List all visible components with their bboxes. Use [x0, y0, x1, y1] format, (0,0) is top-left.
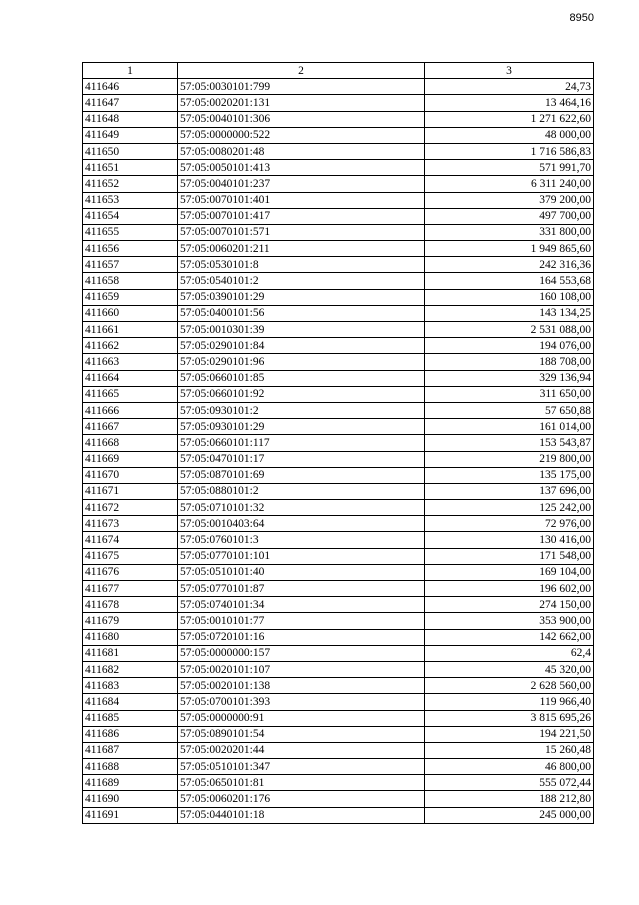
table-row [83, 273, 594, 289]
record-number-cell: 411687 [83, 742, 178, 758]
table-row [83, 160, 594, 176]
record-number-cell: 411652 [83, 176, 178, 192]
table-row [83, 516, 594, 532]
cadastral-number-cell: 57:05:0540101:2 [178, 273, 425, 289]
record-number-cell: 411672 [83, 500, 178, 516]
cadastral-number-cell: 57:05:0060201:211 [178, 241, 425, 257]
value-cell: 331 800,00 [425, 224, 594, 240]
value-cell: 555 072,44 [425, 775, 594, 791]
cadastral-number-cell: 57:05:0510101:347 [178, 759, 425, 775]
value-cell: 219 800,00 [425, 451, 594, 467]
table-row [83, 564, 594, 580]
page-number: 8950 [569, 12, 594, 24]
cadastral-number-cell: 57:05:0000000:522 [178, 127, 425, 143]
value-cell: 48 000,00 [425, 127, 594, 143]
table-row [83, 257, 594, 273]
table-row [83, 208, 594, 224]
record-number-cell: 411647 [83, 95, 178, 111]
value-cell: 160 108,00 [425, 289, 594, 305]
cadastral-number-cell: 57:05:0710101:32 [178, 500, 425, 516]
cadastral-number-cell: 57:05:0880101:2 [178, 483, 425, 499]
value-cell: 119 966,40 [425, 694, 594, 710]
table-row [83, 143, 594, 159]
cadastral-number-cell: 57:05:0660101:92 [178, 386, 425, 402]
cadastral-number-cell: 57:05:0930101:29 [178, 419, 425, 435]
record-number-cell: 411671 [83, 483, 178, 499]
record-number-cell: 411658 [83, 273, 178, 289]
value-cell: 62,4 [425, 645, 594, 661]
cadastral-number-cell: 57:05:0740101:34 [178, 597, 425, 613]
record-number-cell: 411664 [83, 370, 178, 386]
record-number-cell: 411678 [83, 597, 178, 613]
cadastral-number-cell: 57:05:0760101:3 [178, 532, 425, 548]
table-row [83, 613, 594, 629]
value-cell: 57 650,88 [425, 402, 594, 418]
value-cell: 1 271 622,60 [425, 111, 594, 127]
value-cell: 194 076,00 [425, 338, 594, 354]
cadastral-number-cell: 57:05:0000000:157 [178, 645, 425, 661]
value-cell: 196 602,00 [425, 581, 594, 597]
value-cell: 24,73 [425, 79, 594, 95]
record-number-cell: 411668 [83, 435, 178, 451]
table-row [83, 370, 594, 386]
table-row [83, 694, 594, 710]
value-cell: 497 700,00 [425, 208, 594, 224]
table-row [83, 775, 594, 791]
column-header-3: 3 [425, 63, 594, 79]
value-cell: 274 150,00 [425, 597, 594, 613]
record-number-cell: 411663 [83, 354, 178, 370]
cadastral-number-cell: 57:05:0660101:85 [178, 370, 425, 386]
table-body [83, 79, 594, 824]
record-number-cell: 411665 [83, 386, 178, 402]
cadastral-number-cell: 57:05:0020201:131 [178, 95, 425, 111]
value-cell: 45 320,00 [425, 661, 594, 677]
table-row [83, 354, 594, 370]
record-number-cell: 411651 [83, 160, 178, 176]
table-row [83, 791, 594, 807]
value-cell: 13 464,16 [425, 95, 594, 111]
table-row [83, 710, 594, 726]
table-row [83, 386, 594, 402]
cadastral-number-cell: 57:05:0010301:39 [178, 322, 425, 338]
value-cell: 242 316,36 [425, 257, 594, 273]
cadastral-number-cell: 57:05:0870101:69 [178, 467, 425, 483]
cadastral-number-cell: 57:05:0510101:40 [178, 564, 425, 580]
record-number-cell: 411649 [83, 127, 178, 143]
value-cell: 143 134,25 [425, 305, 594, 321]
table-row [83, 742, 594, 758]
record-number-cell: 411686 [83, 726, 178, 742]
cadastral-number-cell: 57:05:0700101:393 [178, 694, 425, 710]
value-cell: 188 708,00 [425, 354, 594, 370]
table-row [83, 678, 594, 694]
record-number-cell: 411677 [83, 581, 178, 597]
cadastral-number-cell: 57:05:0070101:401 [178, 192, 425, 208]
value-cell: 329 136,94 [425, 370, 594, 386]
value-cell: 125 242,00 [425, 500, 594, 516]
cadastral-number-cell: 57:05:0470101:17 [178, 451, 425, 467]
value-cell: 164 553,68 [425, 273, 594, 289]
record-number-cell: 411669 [83, 451, 178, 467]
record-number-cell: 411667 [83, 419, 178, 435]
table-row [83, 338, 594, 354]
table-row [83, 645, 594, 661]
cadastral-number-cell: 57:05:0070101:571 [178, 224, 425, 240]
cadastral-number-cell: 57:05:0040101:237 [178, 176, 425, 192]
table-row [83, 305, 594, 321]
record-number-cell: 411646 [83, 79, 178, 95]
record-number-cell: 411681 [83, 645, 178, 661]
record-number-cell: 411685 [83, 710, 178, 726]
value-cell: 15 260,48 [425, 742, 594, 758]
table-row [83, 419, 594, 435]
table-row [83, 79, 594, 95]
cadastral-number-cell: 57:05:0930101:2 [178, 402, 425, 418]
value-cell: 135 175,00 [425, 467, 594, 483]
table-row [83, 322, 594, 338]
value-cell: 571 991,70 [425, 160, 594, 176]
record-number-cell: 411688 [83, 759, 178, 775]
record-number-cell: 411690 [83, 791, 178, 807]
cadastral-number-cell: 57:05:0080201:48 [178, 143, 425, 159]
table-row [83, 500, 594, 516]
value-cell: 161 014,00 [425, 419, 594, 435]
cadastral-number-cell: 57:05:0660101:117 [178, 435, 425, 451]
cadastral-number-cell: 57:05:0650101:81 [178, 775, 425, 791]
table-row [83, 548, 594, 564]
record-number-cell: 411656 [83, 241, 178, 257]
cadastral-number-cell: 57:05:0400101:56 [178, 305, 425, 321]
record-number-cell: 411661 [83, 322, 178, 338]
value-cell: 311 650,00 [425, 386, 594, 402]
value-cell: 153 543,87 [425, 435, 594, 451]
cadastral-number-cell: 57:05:0290101:84 [178, 338, 425, 354]
cadastral-number-cell: 57:05:0050101:413 [178, 160, 425, 176]
record-number-cell: 411662 [83, 338, 178, 354]
table-row [83, 289, 594, 305]
record-number-cell: 411670 [83, 467, 178, 483]
table-row [83, 597, 594, 613]
cadastral-number-cell: 57:05:0530101:8 [178, 257, 425, 273]
record-number-cell: 411689 [83, 775, 178, 791]
record-number-cell: 411676 [83, 564, 178, 580]
cadastral-number-cell: 57:05:0720101:16 [178, 629, 425, 645]
value-cell: 72 976,00 [425, 516, 594, 532]
value-cell: 169 104,00 [425, 564, 594, 580]
value-cell: 379 200,00 [425, 192, 594, 208]
value-cell: 137 696,00 [425, 483, 594, 499]
table-header-row [83, 63, 594, 79]
value-cell: 171 548,00 [425, 548, 594, 564]
column-header-1: 1 [83, 63, 178, 79]
cadastral-number-cell: 57:05:0890101:54 [178, 726, 425, 742]
table-row [83, 95, 594, 111]
value-cell: 142 662,00 [425, 629, 594, 645]
value-cell: 2 628 560,00 [425, 678, 594, 694]
record-number-cell: 411679 [83, 613, 178, 629]
record-number-cell: 411675 [83, 548, 178, 564]
cadastral-number-cell: 57:05:0390101:29 [178, 289, 425, 305]
table-row [83, 629, 594, 645]
table-row [83, 111, 594, 127]
record-number-cell: 411657 [83, 257, 178, 273]
column-header-2: 2 [178, 63, 425, 79]
table-row [83, 402, 594, 418]
record-number-cell: 411684 [83, 694, 178, 710]
table-row [83, 581, 594, 597]
value-cell: 6 311 240,00 [425, 176, 594, 192]
table-row [83, 435, 594, 451]
record-number-cell: 411660 [83, 305, 178, 321]
registry-table [82, 62, 594, 824]
table-row [83, 127, 594, 143]
record-number-cell: 411654 [83, 208, 178, 224]
record-number-cell: 411653 [83, 192, 178, 208]
table-row [83, 192, 594, 208]
cadastral-number-cell: 57:05:0010101:77 [178, 613, 425, 629]
table-row [83, 467, 594, 483]
table-row [83, 807, 594, 823]
cadastral-number-cell: 57:05:0020101:138 [178, 678, 425, 694]
value-cell: 353 900,00 [425, 613, 594, 629]
table-row [83, 176, 594, 192]
value-cell: 188 212,80 [425, 791, 594, 807]
record-number-cell: 411648 [83, 111, 178, 127]
value-cell: 130 416,00 [425, 532, 594, 548]
record-number-cell: 411680 [83, 629, 178, 645]
value-cell: 46 800,00 [425, 759, 594, 775]
table-row [83, 532, 594, 548]
table-row [83, 759, 594, 775]
record-number-cell: 411655 [83, 224, 178, 240]
record-number-cell: 411666 [83, 402, 178, 418]
cadastral-number-cell: 57:05:0770101:87 [178, 581, 425, 597]
value-cell: 245 000,00 [425, 807, 594, 823]
table-row [83, 451, 594, 467]
cadastral-number-cell: 57:05:0060201:176 [178, 791, 425, 807]
cadastral-number-cell: 57:05:0020201:44 [178, 742, 425, 758]
cadastral-number-cell: 57:05:0440101:18 [178, 807, 425, 823]
cadastral-number-cell: 57:05:0030101:799 [178, 79, 425, 95]
cadastral-number-cell: 57:05:0070101:417 [178, 208, 425, 224]
record-number-cell: 411650 [83, 143, 178, 159]
value-cell: 194 221,50 [425, 726, 594, 742]
table-row [83, 224, 594, 240]
record-number-cell: 411673 [83, 516, 178, 532]
table-row [83, 483, 594, 499]
record-number-cell: 411659 [83, 289, 178, 305]
cadastral-number-cell: 57:05:0040101:306 [178, 111, 425, 127]
cadastral-number-cell: 57:05:0770101:101 [178, 548, 425, 564]
value-cell: 1 949 865,60 [425, 241, 594, 257]
value-cell: 3 815 695,26 [425, 710, 594, 726]
table-row [83, 726, 594, 742]
cadastral-number-cell: 57:05:0000000:91 [178, 710, 425, 726]
table-row [83, 661, 594, 677]
record-number-cell: 411682 [83, 661, 178, 677]
record-number-cell: 411691 [83, 807, 178, 823]
record-number-cell: 411674 [83, 532, 178, 548]
record-number-cell: 411683 [83, 678, 178, 694]
value-cell: 2 531 088,00 [425, 322, 594, 338]
cadastral-number-cell: 57:05:0290101:96 [178, 354, 425, 370]
table-row [83, 241, 594, 257]
value-cell: 1 716 586,83 [425, 143, 594, 159]
cadastral-number-cell: 57:05:0020101:107 [178, 661, 425, 677]
cadastral-number-cell: 57:05:0010403:64 [178, 516, 425, 532]
